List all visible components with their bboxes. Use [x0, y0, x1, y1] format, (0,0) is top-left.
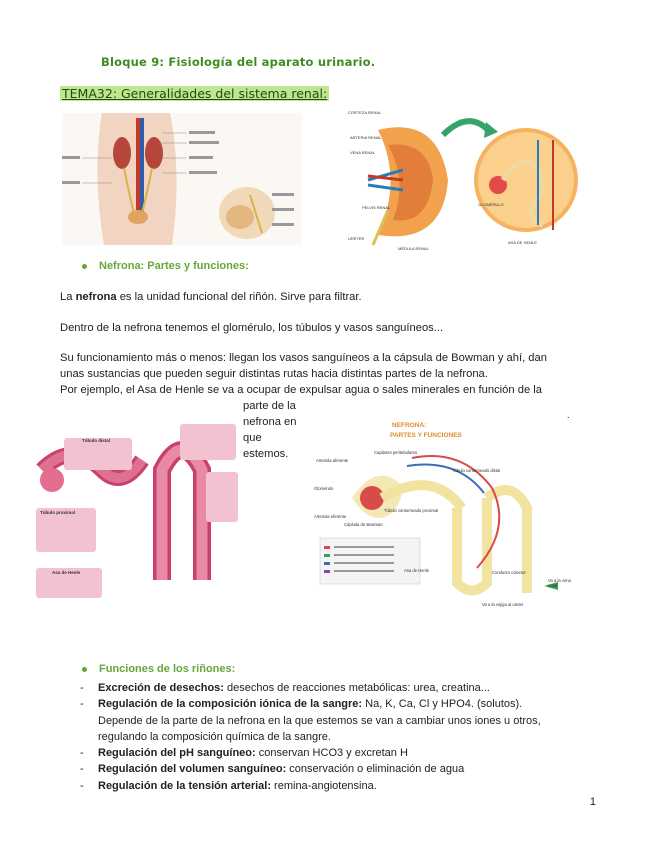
list-item: - Regulación del pH sanguíneo: conservan HCO3 y excretan H: [80, 747, 408, 760]
urinary-system-figure: [62, 113, 302, 245]
nephron-tubules-figure: [32, 420, 240, 600]
functions-list: [80, 680, 600, 794]
kidney-figure-label-vena: VENA RENAL: [350, 150, 376, 155]
kidney-figure-label-corteza: CORTEZA RENAL: [348, 110, 382, 115]
kidney-figure-label-ureter: URÉTER: [348, 236, 365, 241]
nephron-label-arteriola-aferente: Arteriola aferente: [316, 458, 349, 463]
kidney-figure-label-pelvis: PELVIS RENAL: [362, 205, 391, 210]
nephron-label-capsula: Cápsula de Bowman: [344, 522, 383, 527]
list-item-continuation: [80, 713, 600, 729]
paragraph-wrap-4: estemos.: [243, 448, 289, 460]
nephron-figure-title-2: PARTES Y FUNCIONES: [390, 432, 462, 439]
nephron-label-asa: Asa de Henle: [404, 568, 430, 573]
list-item-text: regulando la composición química de la sangre.: [98, 730, 331, 743]
list-item-text: Depende de la parte de la nefrona en la que estemos se van a cambiar unos iones u otros,: [98, 714, 541, 727]
section-funciones-label: Funciones de los riñones:: [99, 663, 236, 675]
p1-post: es la unidad funcional del riñón. Sirve para filtrar.: [116, 291, 362, 303]
nephron-figure-title-1: NEFRONA:: [392, 422, 427, 429]
nephron-label-capilares: Capilares peritubulares: [374, 450, 418, 455]
paragraph-example: Por ejemplo, el Asa de Henle se va a ocupar de expulsar agua o sales minerales en función de la: [60, 384, 542, 396]
block-title: Bloque 9: Fisiología del aparato urinario.: [101, 55, 376, 69]
paragraph-wrap-2: nefrona en: [243, 416, 297, 428]
list-item: - Regulación del volumen sanguíneo: conservación o eliminación de agua: [80, 763, 465, 776]
nephron-label-vejiga: Va a la vejiga al ureter: [482, 602, 524, 607]
kidney-section-figure: [348, 110, 584, 252]
p1-bold: nefrona: [75, 291, 117, 303]
list-item-text: desechos de reacciones metabólicas: urea, creatina...: [223, 682, 490, 694]
tubules-label-proximal: Túbulo proximal: [40, 510, 76, 515]
list-item-bold: Regulación de la composición iónica de la sangre:: [98, 698, 363, 711]
paragraph-nefrona: [60, 290, 362, 306]
list-item-bold: Regulación del volumen sanguíneo:: [98, 763, 287, 776]
list-item-continuation: [80, 729, 600, 745]
kidney-figure-label-henle: ASA DE HENLE: [508, 240, 537, 245]
kidney-figure-label-glomerulo: GLOMÉRULO: [478, 202, 504, 207]
list-item-bold: Regulación de la tensión arterial:: [98, 779, 271, 792]
page-number: 1: [589, 796, 596, 808]
nephron-label-tubulo-proximal: Túbulo contorneado proximal: [384, 508, 439, 513]
paragraph-function-line1: Su funcionamiento más o menos: llegan los vasos sanguíneos a la cápsula de Bowman y ahí, dan: [60, 352, 547, 364]
list-item: - Excreción de desechos: desechos de reacciones metabólicas: urea, creatina...: [80, 682, 490, 694]
list-item-bold: Excreción de desechos:: [98, 682, 224, 694]
nephron-label-colector: Conducto colector: [492, 570, 526, 575]
topic-title: TEMA32: Generalidades del sistema renal:: [62, 86, 328, 101]
kidney-figure-label-medula: MÉDULA RENAL: [398, 246, 429, 251]
list-item-text: Na, K, Ca, Cl y HPO4. (solutos).: [362, 698, 523, 711]
kidney-figure-label-arteria: ARTERIA RENAL: [350, 135, 382, 140]
paragraph-wrap-3: que: [243, 432, 262, 444]
nephron-label-tubulo-distal: Túbulo contorneado distal: [452, 468, 501, 473]
p1-pre: La: [60, 291, 76, 303]
section-funciones-title: [82, 663, 235, 675]
list-item-text: conservación o eliminación de agua: [286, 763, 465, 776]
bullet-icon: [82, 667, 87, 672]
tubules-label-distal: Túbulo distal: [82, 438, 110, 443]
paragraph-function-line2: unas sustancias que pueden seguir distintas rutas hacia distintas partes de la nefrona.: [60, 368, 488, 380]
nephron-label-arteriola-eferente: Arteriola eferente: [314, 514, 347, 519]
bullet-icon: [82, 264, 87, 269]
nephron-label-vena: Va a la vena renal: [548, 578, 571, 588]
list-item-text: conservan HCO3 y excretan H: [255, 747, 408, 760]
section-nefrona-title: [82, 260, 249, 272]
list-item-bold: Regulación del pH sanguíneo:: [98, 747, 256, 760]
list-item: - Regulación de la composición iónica de la sangre: Na, K, Ca, Cl y HPO4. (solutos).: [80, 698, 523, 711]
section-nefrona-label: Nefrona: Partes y funciones:: [99, 260, 249, 272]
nephron-label-glomerulo: Glomérulo: [314, 486, 334, 491]
paragraph-wrap-1: parte de la: [243, 400, 296, 412]
list-item-text: remina-angiotensina.: [271, 779, 377, 792]
list-item: - Regulación de la tensión arterial: remina-angiotensina.: [80, 779, 377, 792]
nephron-parts-figure: [312, 418, 580, 618]
paragraph-components: Dentro de la nefrona tenemos el glomérulo, los túbulos y vasos sanguíneos...: [60, 322, 444, 334]
tubules-label-henle: Asa de Henle: [52, 570, 81, 575]
